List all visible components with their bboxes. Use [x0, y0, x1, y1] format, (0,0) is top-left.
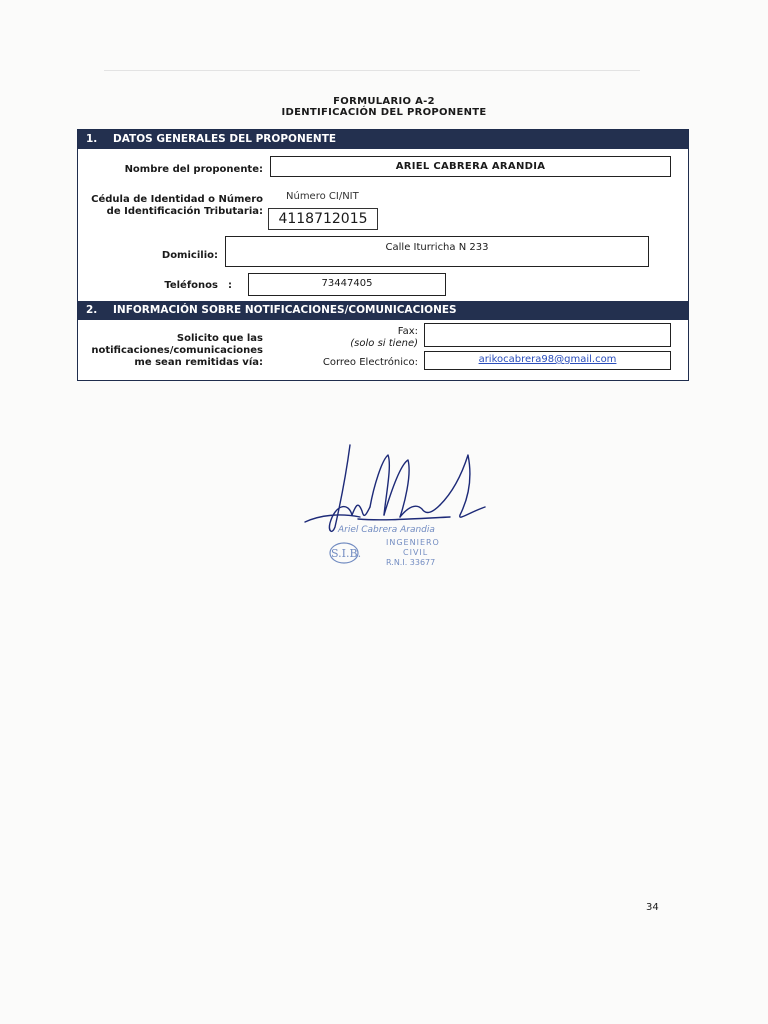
id-label-line1: Cédula de Identidad o Número: [91, 194, 263, 205]
fax-field[interactable]: [424, 323, 671, 347]
page-number: 34: [646, 902, 659, 913]
svg-text:S.I.B.: S.I.B.: [331, 547, 362, 560]
form-title: FORMULARIO A-2: [333, 96, 435, 107]
top-divider: [104, 70, 640, 71]
fax-note: (solo si tiene): [350, 338, 418, 349]
section-1-header: [78, 130, 688, 149]
name-field[interactable]: ARIEL CABRERA ARANDIA: [270, 156, 671, 177]
section-2-header: [78, 301, 688, 320]
form-subtitle: IDENTIFICACIÓN DEL PROPONENTE: [281, 107, 487, 118]
svg-text:CIVIL: CIVIL: [403, 548, 429, 557]
signature-stamp: [300, 435, 500, 575]
id-caption: Número CI/NIT: [286, 191, 359, 202]
phone-field[interactable]: 73447405: [248, 273, 446, 296]
address-field[interactable]: Calle Iturricha N 233: [225, 236, 649, 267]
address-label: Domicilio:: [161, 250, 218, 261]
svg-text:INGENIERO: INGENIERO: [386, 538, 440, 547]
svg-text:Ariel Cabrera Arandia: Ariel Cabrera Arandia: [338, 525, 435, 535]
request-line-2: notificaciones/comunicaciones: [91, 345, 263, 356]
id-number-field[interactable]: 4118712015: [268, 208, 378, 230]
request-line-1: Solicito que las: [176, 333, 263, 344]
identification-form: [77, 129, 689, 381]
fax-label: Fax:: [397, 326, 418, 337]
section-2-number: 2.: [86, 304, 98, 316]
section-1-title: DATOS GENERALES DEL PROPONENTE: [113, 133, 337, 145]
email-field[interactable]: arikocabrera98@gmail.com: [424, 351, 671, 370]
section-2-title: INFORMACIÓN SOBRE NOTIFICACIONES/COMUNICACIONES: [113, 304, 457, 316]
section-1-number: 1.: [86, 133, 98, 145]
id-label-line2: de Identificación Tributaria:: [106, 206, 263, 217]
phone-label: Teléfonos: [164, 280, 218, 291]
signature-icon: [300, 435, 500, 575]
email-label: Correo Electrónico:: [322, 357, 418, 368]
request-line-3: me sean remitidas vía:: [134, 357, 263, 368]
svg-text:R.N.I. 33677: R.N.I. 33677: [386, 558, 436, 567]
name-label: Nombre del proponente:: [124, 164, 263, 175]
phone-colon: :: [228, 280, 232, 291]
